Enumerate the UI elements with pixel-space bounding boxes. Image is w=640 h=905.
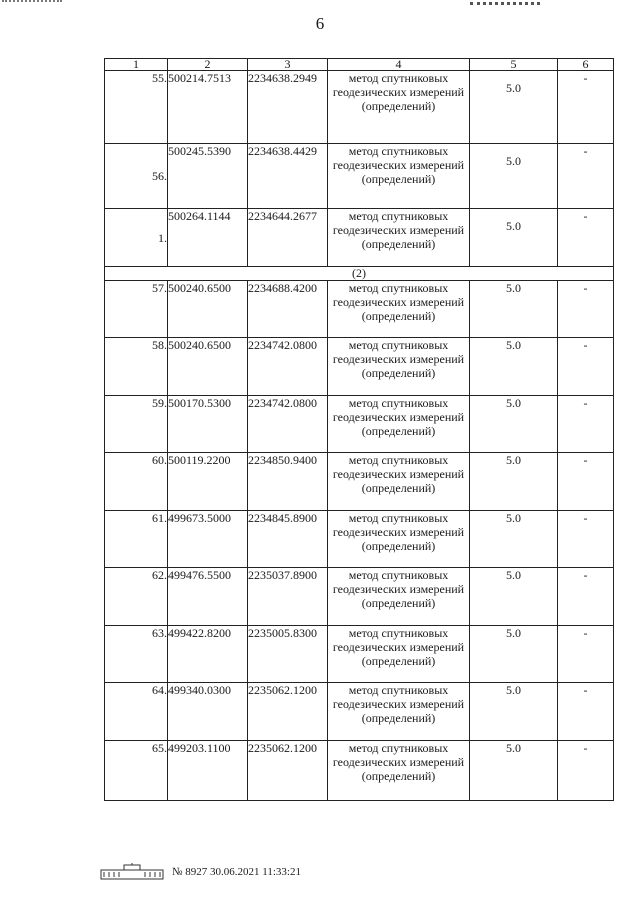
coordinate-y: 2234644.2677 xyxy=(248,209,328,267)
coordinate-y: 2235062.1200 xyxy=(248,741,328,801)
accuracy-value: 5.0 xyxy=(470,71,558,144)
coordinate-y: 2235037.8900 xyxy=(248,568,328,626)
measurement-method: метод спутниковых геодезических измерений (определений) xyxy=(328,741,470,801)
point-number: 1. xyxy=(105,209,168,267)
point-number: 60. xyxy=(105,453,168,511)
coordinate-x: 500214.7513 xyxy=(168,71,248,144)
measurement-method: метод спутниковых геодезических измерений (определений) xyxy=(328,683,470,741)
note-cell: - xyxy=(558,281,614,338)
coordinate-x: 500240.6500 xyxy=(168,281,248,338)
table-row xyxy=(105,453,614,511)
point-number: 55. xyxy=(105,71,168,144)
table-row xyxy=(105,338,614,396)
point-number: 62. xyxy=(105,568,168,626)
section-label: (2) xyxy=(105,267,614,281)
coordinate-y: 2234850.9400 xyxy=(248,453,328,511)
table-row xyxy=(105,626,614,683)
note-cell: - xyxy=(558,511,614,568)
coordinate-y: 2234742.0800 xyxy=(248,338,328,396)
coordinate-y: 2234845.8900 xyxy=(248,511,328,568)
coordinate-y: 2234688.4200 xyxy=(248,281,328,338)
column-header: 6 xyxy=(558,59,614,71)
coordinate-x: 500119.2200 xyxy=(168,453,248,511)
measurement-method: метод спутниковых геодезических измерений (определений) xyxy=(328,338,470,396)
measurement-method: метод спутниковых геодезических измерений (определений) xyxy=(328,453,470,511)
measurement-method: метод спутниковых геодезических измерений (определений) xyxy=(328,71,470,144)
scan-artifact xyxy=(470,2,540,10)
coordinate-x: 499673.5000 xyxy=(168,511,248,568)
measurement-method: метод спутниковых геодезических измерений (определений) xyxy=(328,209,470,267)
column-header: 5 xyxy=(470,59,558,71)
accuracy-value: 5.0 xyxy=(470,338,558,396)
accuracy-value: 5.0 xyxy=(470,396,558,453)
page-number: 6 xyxy=(315,14,325,33)
point-number: 58. xyxy=(105,338,168,396)
point-number: 61. xyxy=(105,511,168,568)
measurement-method: метод спутниковых геодезических измерений (определений) xyxy=(328,511,470,568)
coordinate-x: 499340.0300 xyxy=(168,683,248,741)
note-cell: - xyxy=(558,683,614,741)
coordinate-y: 2234742.0800 xyxy=(248,396,328,453)
registration-stamp: № 8927 30.06.2021 11:33:21 xyxy=(172,866,301,878)
table-row xyxy=(105,209,614,267)
table-row xyxy=(105,281,614,338)
coordinate-x: 499203.1100 xyxy=(168,741,248,801)
table-row xyxy=(105,511,614,568)
accuracy-value: 5.0 xyxy=(470,511,558,568)
point-number: 59. xyxy=(105,396,168,453)
column-header: 2 xyxy=(168,59,248,71)
coordinates-table xyxy=(104,58,614,801)
table-row xyxy=(105,741,614,801)
coordinate-y: 2235062.1200 xyxy=(248,683,328,741)
coordinate-y: 2235005.8300 xyxy=(248,626,328,683)
note-cell: - xyxy=(558,144,614,209)
note-cell: - xyxy=(558,396,614,453)
column-header: 1 xyxy=(105,59,168,71)
coordinate-y: 2234638.2949 xyxy=(248,71,328,144)
coordinate-y: 2234638.4429 xyxy=(248,144,328,209)
point-number: 65. xyxy=(105,741,168,801)
point-number: 57. xyxy=(105,281,168,338)
table-row xyxy=(105,568,614,626)
note-cell: - xyxy=(558,741,614,801)
measurement-method: метод спутниковых геодезических измерений (определений) xyxy=(328,281,470,338)
coordinate-x: 500170.5300 xyxy=(168,396,248,453)
table-row xyxy=(105,144,614,209)
column-header: 4 xyxy=(328,59,470,71)
accuracy-value: 5.0 xyxy=(470,453,558,511)
coordinate-x: 499422.8200 xyxy=(168,626,248,683)
note-cell: - xyxy=(558,71,614,144)
section-row xyxy=(105,267,614,281)
measurement-method: метод спутниковых геодезических измерений (определений) xyxy=(328,626,470,683)
table-row xyxy=(105,71,614,144)
coordinate-x: 500240.6500 xyxy=(168,338,248,396)
accuracy-value: 5.0 xyxy=(470,741,558,801)
point-number: 63. xyxy=(105,626,168,683)
accuracy-value: 5.0 xyxy=(470,209,558,267)
note-cell: - xyxy=(558,568,614,626)
coordinate-x: 500264.1144 xyxy=(168,209,248,267)
note-cell: - xyxy=(558,338,614,396)
accuracy-value: 5.0 xyxy=(470,281,558,338)
accuracy-value: 5.0 xyxy=(470,626,558,683)
coordinate-x: 500245.5390 xyxy=(168,144,248,209)
coordinate-x: 499476.5500 xyxy=(168,568,248,626)
measurement-method: метод спутниковых геодезических измерений (определений) xyxy=(328,144,470,209)
measurement-method: метод спутниковых геодезических измерений (определений) xyxy=(328,568,470,626)
column-header: 3 xyxy=(248,59,328,71)
building-logo-icon xyxy=(100,862,164,880)
accuracy-value: 5.0 xyxy=(470,144,558,209)
note-cell: - xyxy=(558,453,614,511)
note-cell: - xyxy=(558,626,614,683)
accuracy-value: 5.0 xyxy=(470,568,558,626)
point-number: 64. xyxy=(105,683,168,741)
table-row xyxy=(105,683,614,741)
point-number: 56. xyxy=(105,144,168,209)
scan-artifact xyxy=(2,0,62,8)
table-header-row xyxy=(105,59,614,71)
note-cell: - xyxy=(558,209,614,267)
measurement-method: метод спутниковых геодезических измерений (определений) xyxy=(328,396,470,453)
accuracy-value: 5.0 xyxy=(470,683,558,741)
table-row xyxy=(105,396,614,453)
